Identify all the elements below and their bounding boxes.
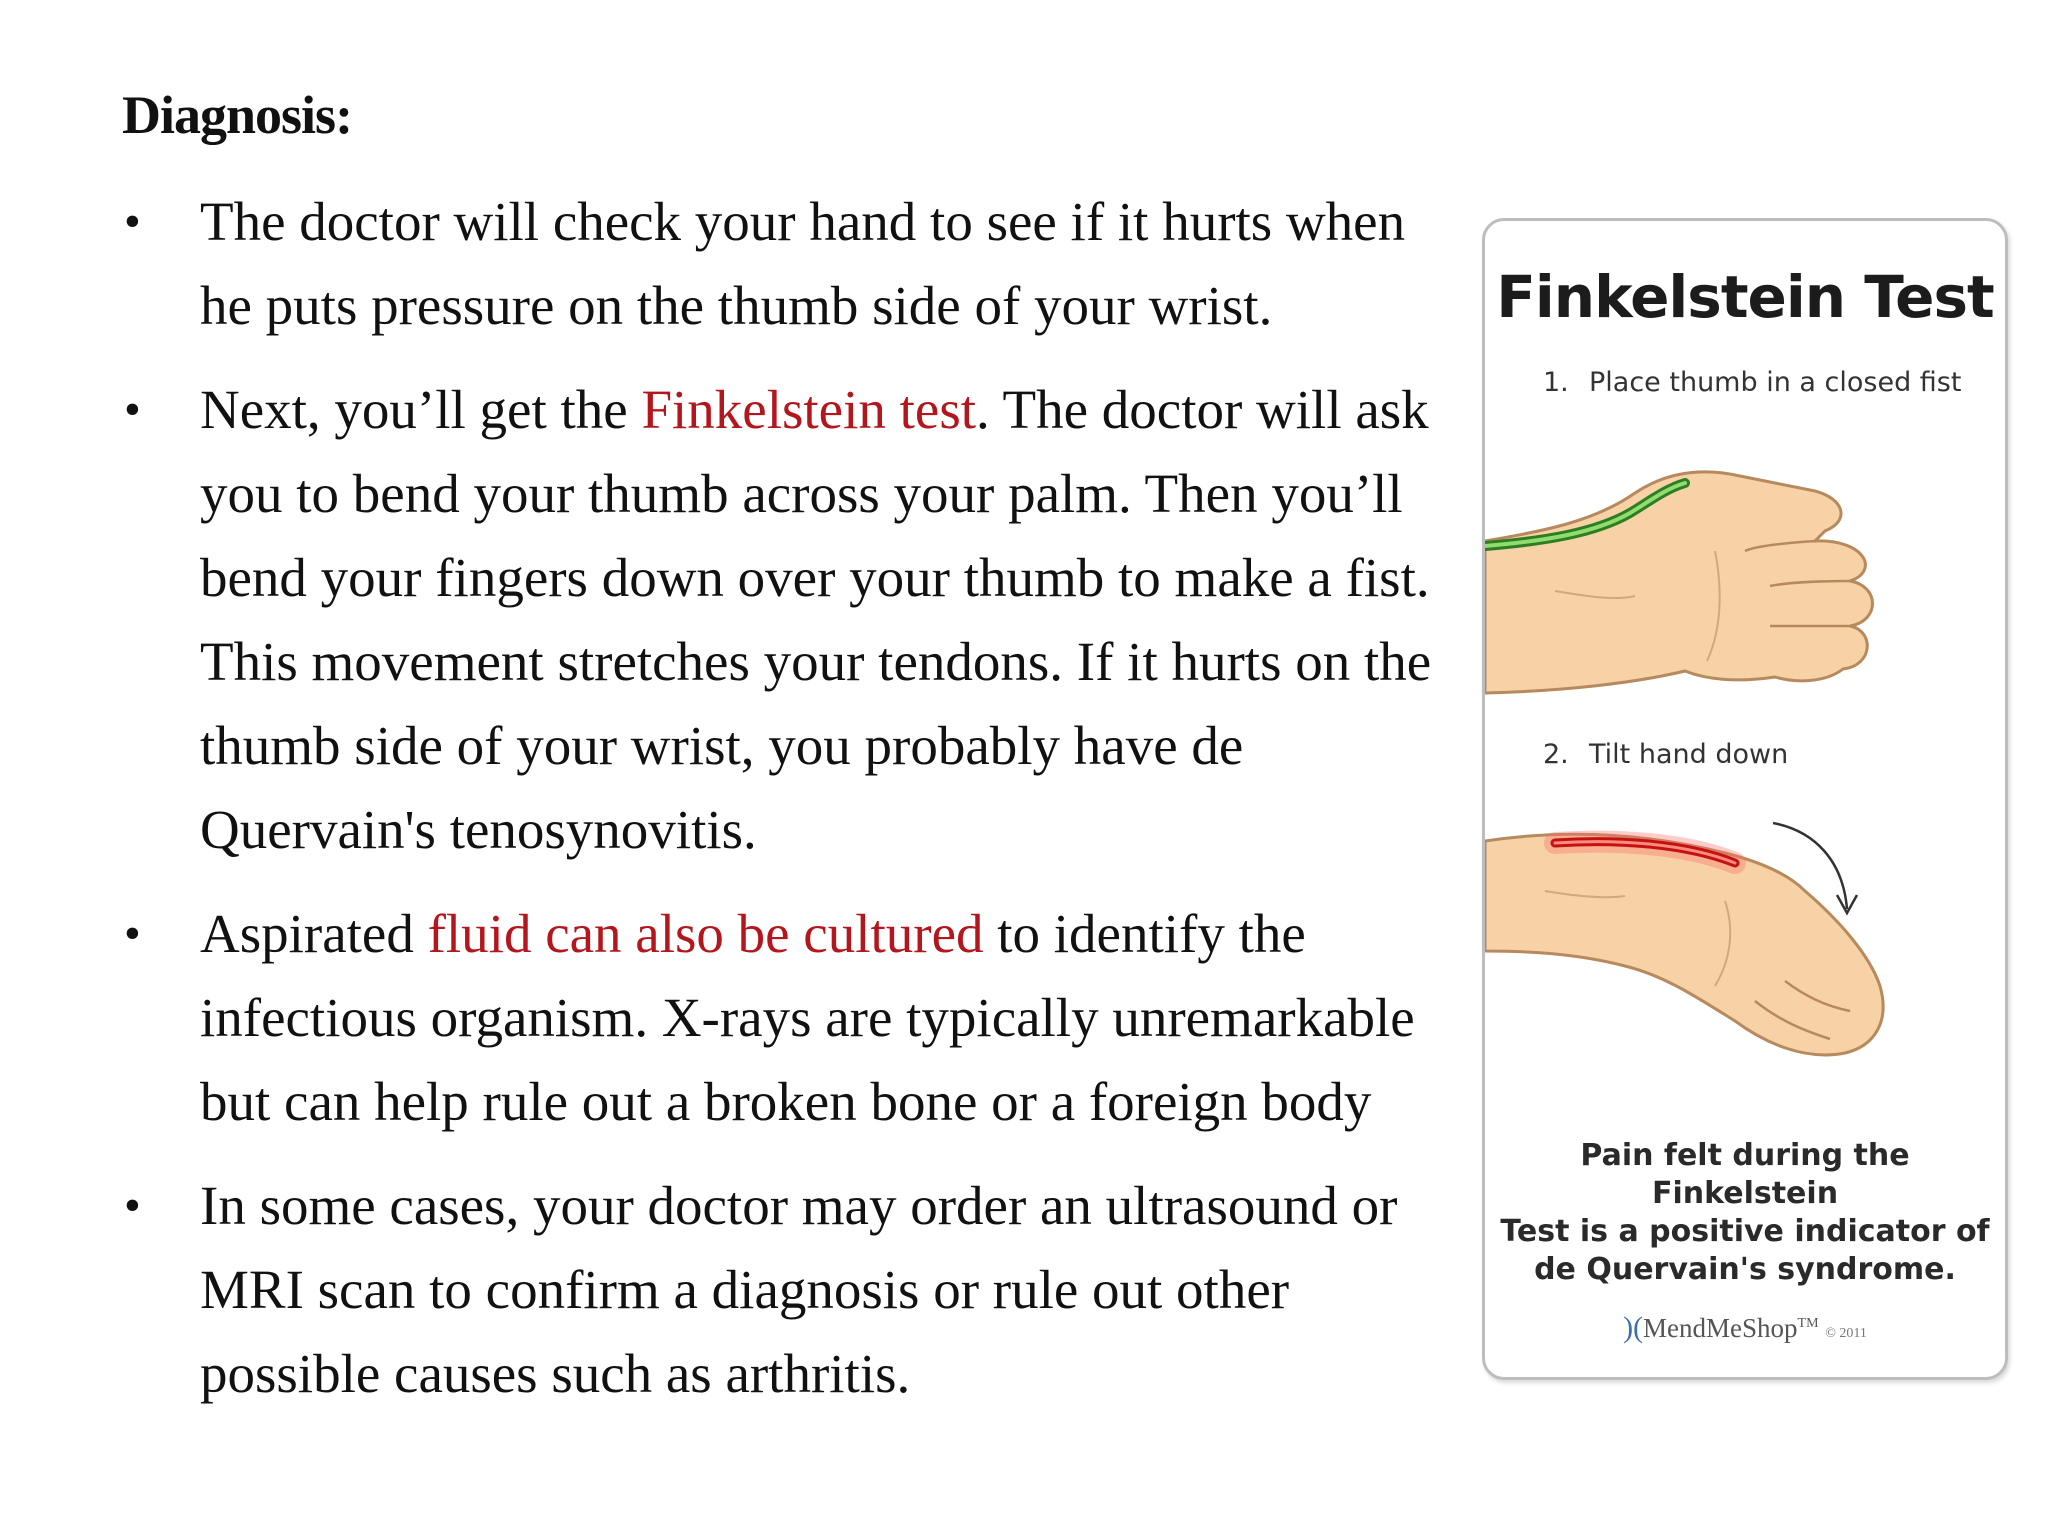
- bullet-item: [120, 1164, 1450, 1416]
- bullet-dot-icon: •: [124, 1179, 141, 1232]
- brand-mark-icon: )(: [1623, 1311, 1644, 1344]
- finkelstein-test-card: [1482, 218, 2008, 1380]
- closed-fist-illustration: [1485, 421, 2005, 721]
- bullet-dot-icon: •: [124, 195, 141, 248]
- bullet-dot-icon: •: [124, 383, 141, 436]
- bullet-list: [120, 180, 1450, 1436]
- step-number: 2.: [1543, 739, 1569, 770]
- card-caption: Pain felt during the Finkelstein Test is a positive indicator of de Quervain's syndrome.: [1500, 1138, 1990, 1287]
- tilted-forearm-shape: [1485, 834, 1883, 1055]
- step-2: [1543, 739, 1788, 770]
- step-1: [1543, 367, 1961, 398]
- bullet-text: to identify the infectious organism. X-rays are typically unremarkable but can help rule out a broken bone or a foreign body: [200, 903, 1415, 1132]
- bullet-item: [120, 180, 1450, 348]
- bullet-text: . The doctor will ask you to bend your thumb across your palm. Then you’ll bend your fingers down over your thumb to make a fist. This movement stretches your tendons. If it hurts on the thumb side of your wrist, you probably have de Quervain's tenosynovitis.: [200, 379, 1432, 860]
- bullet-text: Aspirated: [200, 903, 428, 964]
- brand-logo: )(MendMeShop™ © 2011: [1623, 1311, 1867, 1344]
- bullet-item: [120, 892, 1450, 1144]
- bullet-text: In some cases, your doctor may order an ultrasound or MRI scan to confirm a diagnosis or rule out other possible causes such as arthritis.: [200, 1175, 1398, 1404]
- step-number: 1.: [1543, 367, 1569, 398]
- bullet-dot-icon: •: [124, 907, 141, 960]
- bullet-text: Next, you’ll get the: [200, 379, 642, 440]
- highlighted-term: Finkelstein test: [641, 379, 977, 440]
- highlighted-term: fluid can also be cultured: [427, 903, 984, 964]
- section-heading: Diagnosis:: [122, 85, 353, 145]
- bullet-text: The doctor will check your hand to see if it hurts when he puts pressure on the thumb side of your wrist.: [200, 191, 1406, 336]
- bullet-item: [120, 368, 1450, 872]
- step-text: Tilt hand down: [1589, 739, 1789, 770]
- card-title: Finkelstein Test: [1496, 263, 1994, 331]
- step-text: Place thumb in a closed fist: [1589, 367, 1962, 398]
